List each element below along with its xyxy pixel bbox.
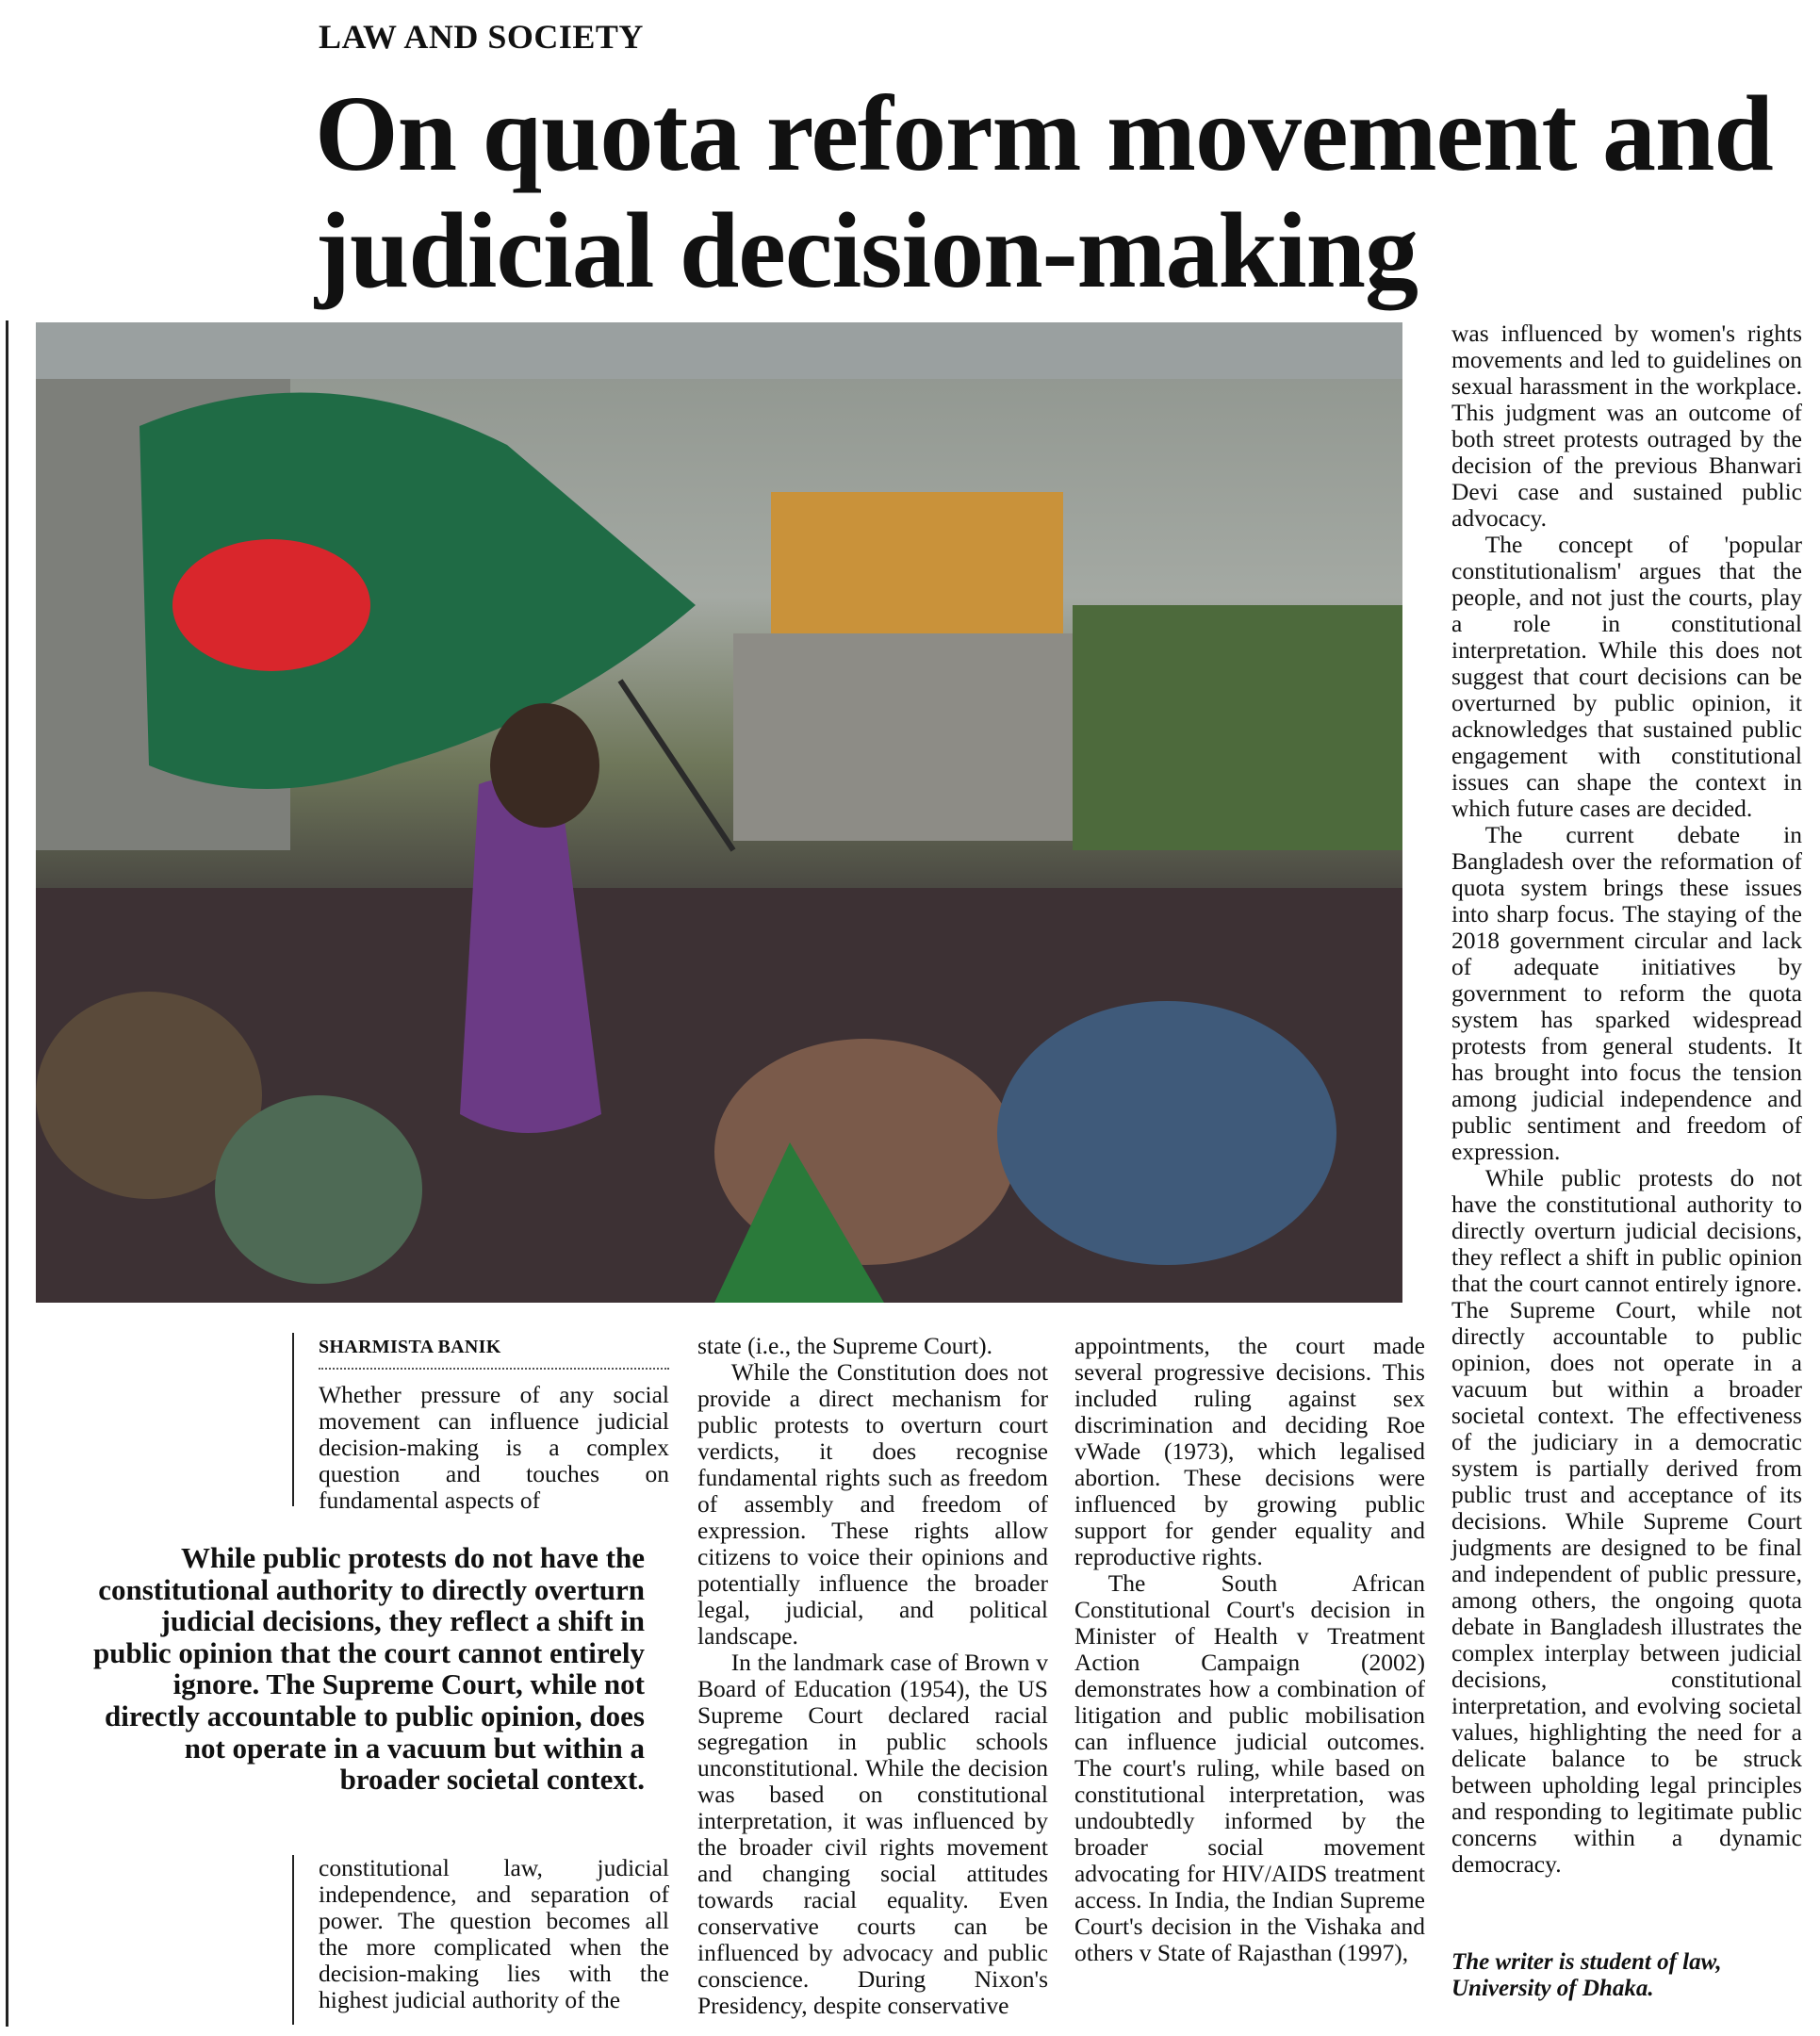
paragraph: The concept of 'popular constitutionalism' argues that the people, and not just the courts, play a role in constitutional interpretation. While this does not suggest that court decisions can be overturned by public opinion, it acknowledges that sustained public engagement with constitutional issues can shape the context in which future cases are decided. [1451, 531, 1802, 822]
headline: On quota reform movement and judicial decision-making [315, 74, 1773, 310]
woman-with-flag [460, 779, 601, 1133]
paragraph: appointments, the court made several progressive decisions. This included ruling against sex discrimination and deciding Roe vWade (1973), which legalised abortion. These decisions were influenced by growing public support for gender equality and reproductive rights. [1074, 1332, 1425, 1570]
monument [733, 633, 1091, 841]
column-3 [1074, 1333, 1425, 1966]
column-2 [697, 1333, 1048, 2019]
protest-photo-illustration [36, 322, 1402, 1303]
paragraph: was influenced by women's rights movements and led to guidelines on sexual harassment in the workplace. This judgment was an outcome of both street protests outraged by the decision of the previous Bhanwari Devi case and sustained public advocacy. [1451, 320, 1802, 532]
column-1-top [319, 1382, 669, 1514]
flag-disc [172, 539, 370, 671]
column-4 [1451, 320, 1802, 1878]
paragraph: Whether pressure of any social movement can influence judicial decision-making is a complex question and touches on fundamental aspects of [319, 1381, 669, 1514]
col-rule-1 [292, 1333, 294, 1506]
article-photo [36, 322, 1402, 1303]
pull-quote: While public protests do not have the constitutional authority to directly overturn judicial decisions, they reflect a shift in public opinion that the court cannot entirely ignore. The Supreme Court, while not directly accountable to public opinion, does not operate in a vacuum but within a broader societal context. [92, 1541, 645, 1797]
byline: SHARMISTA BANIK [319, 1337, 669, 1370]
paragraph: state (i.e., the Supreme Court). [697, 1332, 992, 1359]
billboard [771, 492, 1063, 633]
paragraph: constitutional law, judicial independence, and separation of power. The question becomes all the more complicated when the decision-making lies with the highest judicial authority of the [319, 1854, 669, 2013]
section-label: LAW AND SOCIETY [319, 18, 644, 56]
author-credit: The writer is student of law, University of Dhaka. [1451, 1949, 1722, 2001]
paragraph: The current debate in Bangladesh over the reformation of quota system brings these issues into sharp focus. The staying of the 2018 government circular and lack of adequate initiatives by government to reform the quota system has sparked widespread protests from general students. It has brought into focus the tension among judicial independence and public sentiment and freedom of expression. [1451, 821, 1802, 1165]
paragraph: While the Constitution does not provide a direct mechanism for public protests to overturn court verdicts, it does recognise fundamental rights such as freedom of assembly and freedom of expression. These rights allow citizens to voice their opinions and potentially influence the broader legal, judicial, and political landscape. [697, 1358, 1048, 1650]
left-rule [6, 320, 8, 2027]
col-rule-1b [292, 1855, 294, 2025]
paragraph: The South African Constitutional Court's decision in Minister of Health v Treatment Action Campaign (2002) demonstrates how a combination of litigation and public mobilisation can influence judicial outcomes. The court's ruling, while based on constitutional interpretation, was undoubtedly informed by the broader social movement advocating for HIV/AIDS treatment access. In India, the Indian Supreme Court's decision in the Vishaka and others v State of Rajasthan (1997), [1074, 1569, 1425, 1966]
paragraph: In the landmark case of Brown v Board of Education (1954), the US Supreme Court declared racial segregation in public schools unconstitutional. While the decision was based on constitutional interpretation, it was influenced by the broader civil rights movement and changing social attitudes towards racial equality. Even conservative courts can be influenced by advocacy and public conscience. During Nixon's Presidency, despite conservative [697, 1649, 1048, 2019]
paragraph: While public protests do not have the constitutional authority to directly overturn judicial decisions, they reflect a shift in public opinion that the court cannot entirely ignore. The Supreme Court, while not directly accountable to public opinion, does not operate in a vacuum but within a broader societal context. The effectiveness of the judiciary in a democratic system is partially derived from public trust and acceptance of its decisions. While Supreme Court judgments are designed to be final and independent of public pressure, among others, the ongoing quota debate in Bangladesh illustrates the complex interplay between judicial decisions, constitutional interpretation, and evolving societal values, highlighting the need for a delicate balance to be struck between upholding legal principles and responding to legitimate public concerns within a dynamic democracy. [1451, 1164, 1802, 1878]
trees [1073, 605, 1402, 850]
column-1-bottom [319, 1855, 669, 2013]
